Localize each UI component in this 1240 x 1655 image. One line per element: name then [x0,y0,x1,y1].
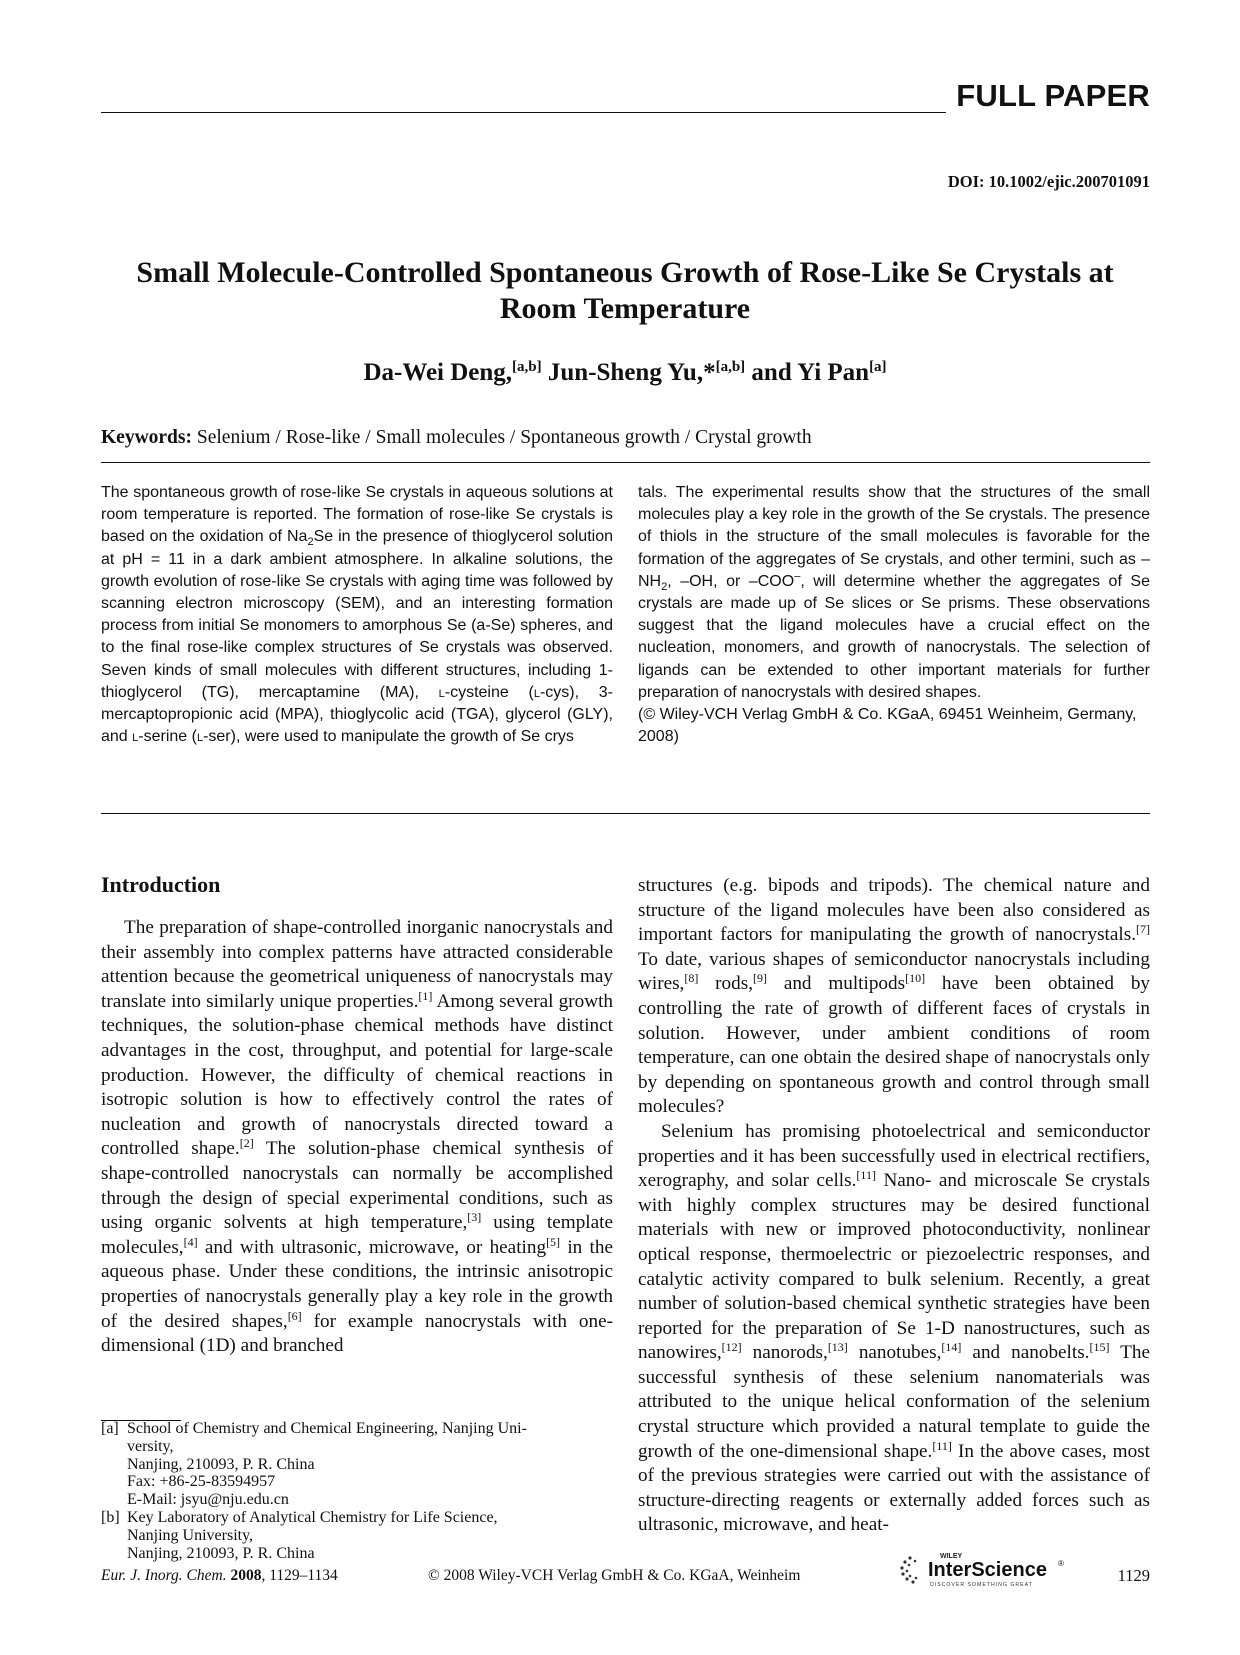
abstract-text: The spontaneous growth of rose-like Se crystals in aqueous solutions at room temperature is reported. The formation of rose-like Se crystals is based on the oxidation of $Na_2Se$ in the presence of thioglycerol solution at pH = 11 in a dark ambient atmosphere. In alkaline solutions, the growth evolution of rose-like Se crystals with aging time was followed by scanning electron microscopy (SEM), and an interesting formation process from initial Se monomers to amorphous Se (a-Se) spheres, and to the final rose-like complex structures of Se crystals was observed. Seven kinds of small molecules with different structures, including 1-thioglycerol (TG), mercaptamine (MA), l-cysteine (l-cys), 3-mercaptopropionic acid (MPA), thioglycolic acid (TGA), glycerol (GLY), and l-serine (l-ser), were used to manipulate the growth of Se crys [101,484,614,746]
footnote-line: Nanjing University, [127,1526,254,1544]
footnote-email[interactable]: E-Mail: jsyu@nju.edu.cn [127,1491,289,1509]
logo-reg: ® [1058,1559,1064,1568]
footnote-tag: [b] [101,1508,120,1526]
author-affiliation: [a] [869,359,887,375]
author-name: Jun-Sheng Yu,* [547,359,716,386]
footnote-line: Nanjing, 210093, P. R. China [127,1455,315,1473]
body-right-column [638,874,1150,1538]
paper-title: Small Molecule-Controlled Spontaneous Growth of Rose-Like Se Crystals at Room Temperature [136,256,1114,325]
affiliation-footnotes [101,1420,613,1562]
footnote [101,1420,613,1509]
abstract-copyright: (© Wiley-VCH Verlag GmbH & Co. KGaA, 69451 Weinheim, Germany, 2008) [638,706,1137,746]
abstract-top-rule [101,462,1150,463]
author-name: Da-Wei Deng, [363,359,513,386]
body-paragraph: The preparation of shape-controlled inorganic nanocrystals and their assembly into complex patterns have attracted considerable attention because the geometrical uniqueness of nanocrystals may translate into similarly unique properties.[1] Among several growth techniques, the solution-phase chemical methods have distinct advantages in the cost, throughput, and potential for large-scale production. However, the difficulty of chemical reactions in isotropic solution is how to effectively control the rates of nucleation and growth of nanocrystals directed toward a controlled shape.[2] The solution-phase chemical synthesis of shape-controlled nanocrystals can normally be accomplished through the design of special experimental conditions, such as using organic solvents at high temperature,[3] using template molecules,[4] and with ultrasonic, microwave, or heating[5] in the aqueous phase. Under these conditions, the intrinsic anisotropic properties of nanocrystals generally play a key role in the growth of the desired shapes,[6] for example nanocrystals with one-dimensional (1D) and branched [101,917,613,1357]
footnote [101,1509,613,1562]
section-label: FULL PAPER [956,78,1150,113]
footnote-line: Nanjing, 210093, P. R. China [127,1544,315,1562]
author-list [100,359,1150,387]
journal-citation [101,1567,338,1585]
footnote-line: versity, [127,1437,174,1455]
doi: DOI: 10.1002/ejic.200701091 [947,172,1150,191]
logo-top: WILEY [940,1553,963,1560]
journal-pages: , 1129–1134 [261,1567,338,1584]
section-heading: Introduction [101,872,221,897]
page-number: 1129 [1117,1566,1150,1585]
author-name: Yi Pan [797,359,870,386]
journal-name: Eur. J. Inorg. Chem. [101,1567,227,1584]
body-paragraph: structures (e.g. bipods and tripods). The chemical nature and structure of the ligand molecules have been also considered as important factors for manipulating the growth of nanocrystals.[7] To date, various shapes of semiconductor nanocrystals including wires,[8] rods,[9] and multipods[10] have been obtained by controlling the rate of growth of different faces of crystals in solution. However, under ambient conditions of room temperature, can one obtain the desired shape of nanocrystals only by depending on spontaneous growth and control through small molecules? [638,875,1151,1118]
swirl-icon [900,1556,917,1583]
abstract-text: tals. The experimental results show that the structures of the small molecules play a key role in the growth of the Se crystals. The presence of thiols in the structure of the small molecules is favorable for the formation of the aggregates of Se crystals, and other termini, such as $-NH_2$, –OH, or –COO–, will determine whether the aggregates of Se crystals are made up of Se slices or Se prisms. These observations suggest that the ligand molecules have a crucial effect on the nucleation, monomers, and growth of nanocrystals. The selection of ligands can be extended to other important materials for further preparation of nanocrystals with desired shapes. [638,484,1150,701]
footnote-line: Key Laboratory of Analytical Chemistry for Life Science, [127,1508,498,1526]
publisher-copyright: © 2008 Wiley-VCH Verlag GmbH & Co. KGaA, Weinheim [428,1567,801,1584]
footnote-tag: [a] [101,1420,119,1437]
footnote-line: School of Chemistry and Chemical Engineering, Nanjing Uni- [127,1420,527,1437]
abstract-bottom-rule [101,813,1150,814]
logo-main: InterScience [928,1559,1047,1581]
body-paragraph: Selenium has promising photoelectrical and semiconductor properties and it has been successfully used in electrical rectifiers, xerography, and solar cells.[11] Nano- and microscale Se crystals with highly complex structures may be desired functional materials with new or improved photoconductivity, nonlinear optical response, thermoelectric or piezoelectric responses, and catalytic activity compared to bulk selenium. Recently, a great number of solution-based chemical synthetic strategies have been reported for the preparation of Se 1-D nanostructures, such as nanowires,[12] nanorods,[13] nanotubes,[14] and nanobelts.[15] The successful synthesis of these selenium nanomaterials was attributed to the unique helical conformation of the selenium crystal structure which provided a natural template to guide the growth of the one-dimensional shape.[11] In the above cases, most of the previous strategies were carried out with the assistance of structure-directing reagents or externally added forces such as ultrasonic, microwave, and heat- [638,1120,1150,1536]
abstract-right-column [638,482,1150,748]
author-affiliation: [a,b] [512,359,542,375]
keywords-value: Selenium / Rose-like / Small molecules / Spontaneous growth / Crystal growth [196,427,812,448]
header-rule [101,112,946,113]
author-conjunction: and [751,359,792,386]
body-left-column [101,916,613,1359]
logo-tagline: DISCOVER SOMETHING GREAT [930,1582,1033,1588]
journal-year: 2008 [230,1567,262,1584]
author-affiliation: [a,b] [715,359,746,375]
keywords [101,427,812,449]
abstract-left-column [101,482,613,748]
keywords-label: Keywords: [101,427,192,448]
interscience-logo [898,1548,1078,1590]
footnote-line: Fax: +86-25-83594957 [127,1473,276,1491]
